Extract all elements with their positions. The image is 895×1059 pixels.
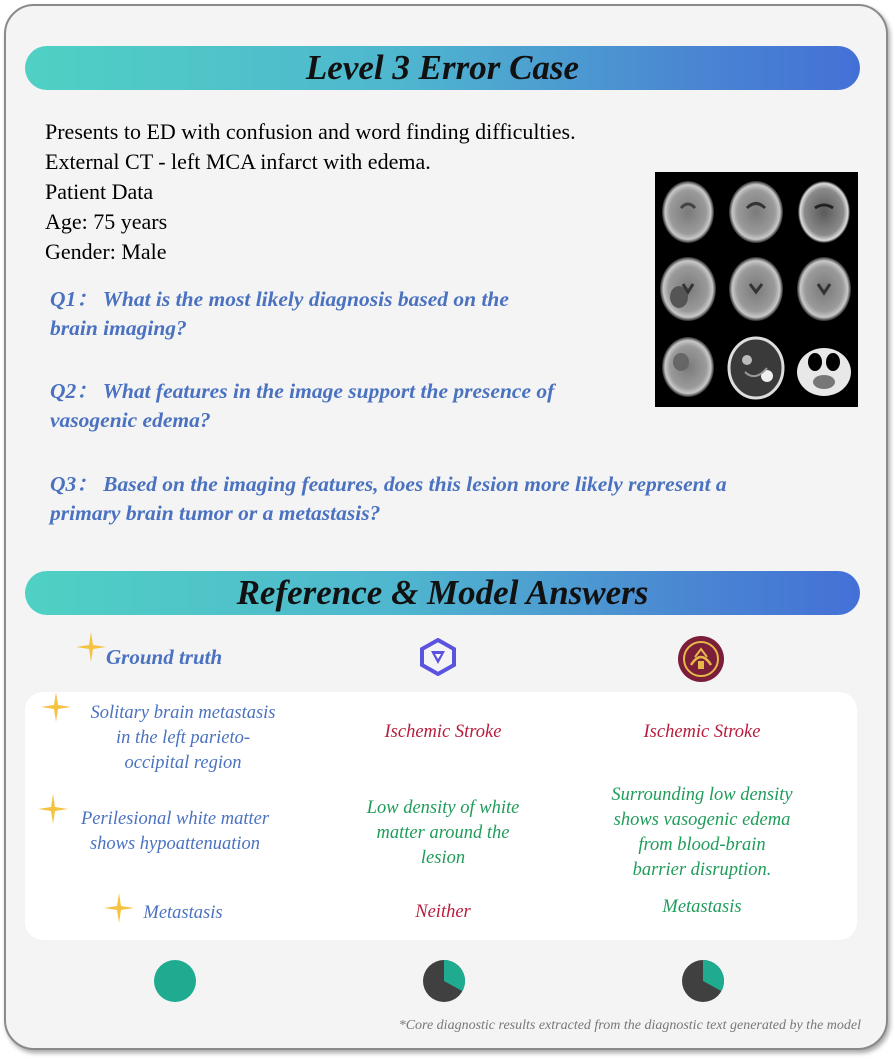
- model2-answer-3: Metastasis: [662, 897, 742, 917]
- ground-truth-answer-2: Perilesional white matter shows hypoattenuation: [80, 809, 270, 854]
- case-line: Patient Data: [45, 179, 154, 204]
- pie-background: [154, 960, 196, 1002]
- model2-score-pie: [680, 958, 726, 1004]
- case-line: Gender: Male: [45, 239, 167, 264]
- answers-title: Reference & Model Answers: [236, 573, 649, 612]
- qwen-logo-icon: [418, 638, 458, 676]
- model2-answer-1: Ischemic Stroke: [643, 722, 761, 742]
- page-title: Level 3 Error Case: [305, 48, 580, 87]
- ground-truth-answer-3: Metastasis: [143, 903, 223, 923]
- case-description: [45, 117, 576, 267]
- case-line: Presents to ED with confusion and word finding difficulties.: [45, 119, 576, 144]
- ground-truth-score-pie: [152, 958, 198, 1004]
- model2-answer-2: Surrounding low density shows vasogenic edema from blood-brain barrier disruption.: [611, 785, 793, 880]
- answers-banner: [25, 571, 860, 615]
- footnote: *Core diagnostic results extracted from the diagnostic text generated by the model: [398, 1018, 861, 1033]
- title-banner: [25, 46, 860, 90]
- model1-answer-3: Neither: [415, 902, 471, 922]
- question-1: Q1： What is the most likely diagnosis based on the brain imaging?: [50, 287, 509, 340]
- case-line: Age: 75 years: [45, 209, 168, 234]
- model1-score-pie: [421, 958, 467, 1004]
- ground-truth-answer-1: Solitary brain metastasis in the left parieto- occipital region: [90, 703, 276, 773]
- sparkle-icon: [76, 632, 106, 662]
- question-2: Q2： What features in the image support the presence of vasogenic edema?: [50, 379, 555, 432]
- ct-scan-image: [655, 172, 858, 407]
- ground-truth-header: Ground truth: [106, 645, 223, 669]
- case-line: External CT - left MCA infarct with edema.: [45, 149, 431, 174]
- model1-answer-2: Low density of white matter around the lesion: [366, 798, 520, 868]
- model1-answer-1: Ischemic Stroke: [384, 722, 502, 742]
- university-seal-icon: [677, 635, 725, 683]
- question-3: Q3： Based on the imaging features, does this lesion more likely represent a primary brain tumor or a metastasis?: [50, 472, 727, 525]
- sparkle-icon: [41, 692, 71, 722]
